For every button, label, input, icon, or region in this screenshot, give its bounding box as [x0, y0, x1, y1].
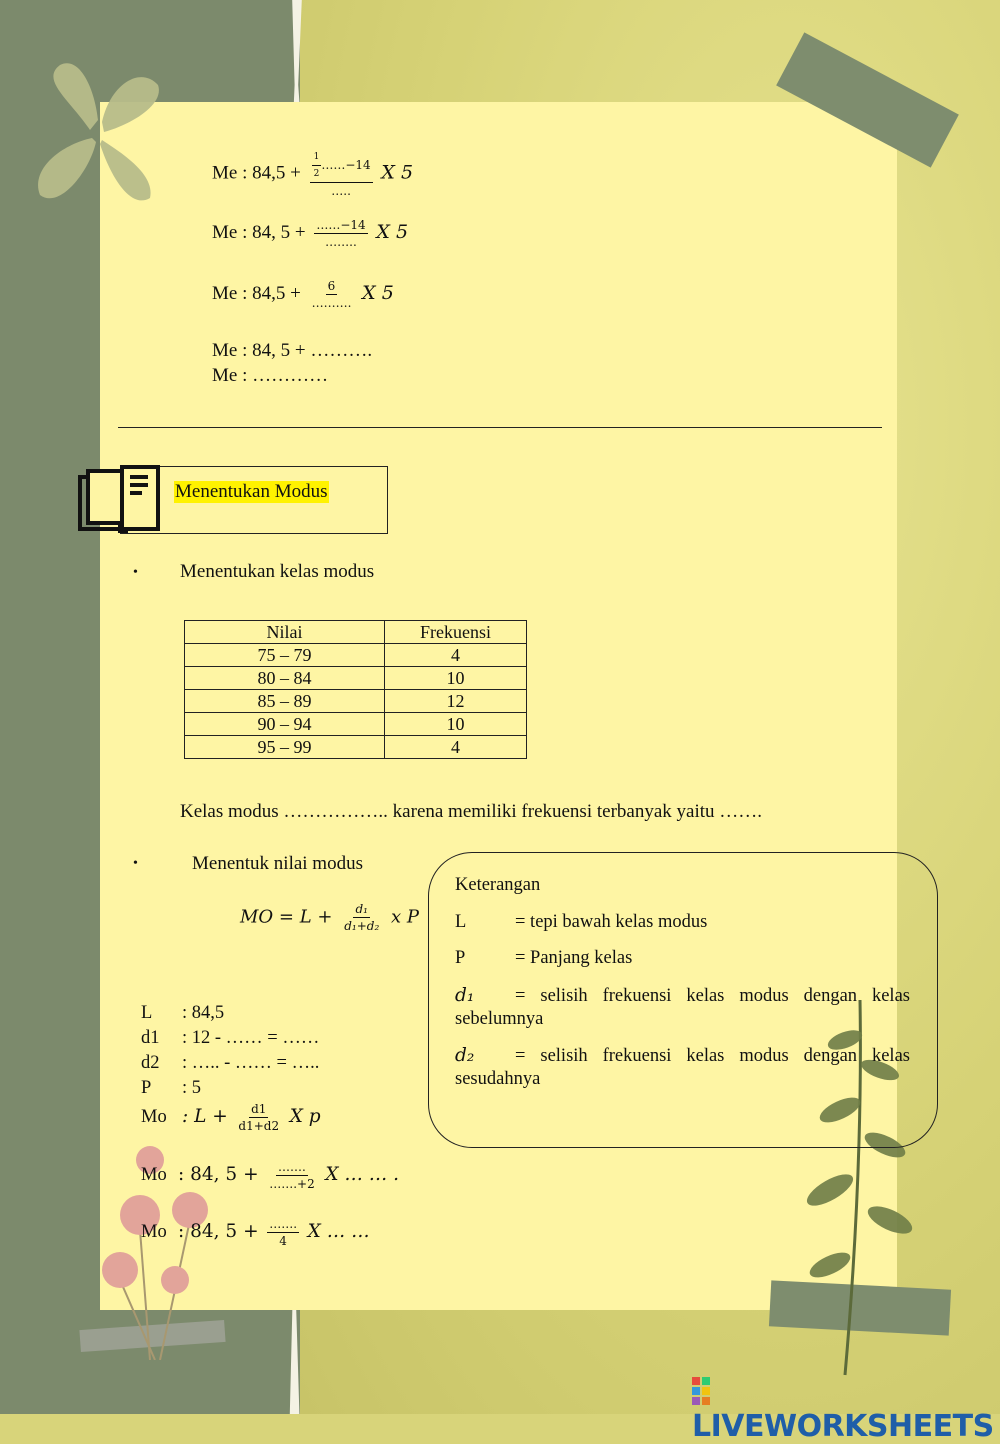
median-step-3-num: 6 [327, 279, 336, 293]
median-step-2 [212, 218, 408, 249]
value-d1-text[interactable]: : 12 - …… = …… [182, 1028, 320, 1048]
value-d2-label: d2 [141, 1053, 160, 1073]
table-cell-nilai: 90 – 94 [185, 713, 385, 736]
liveworksheets-logo-text: LIVEWORKSHEETS [692, 1409, 994, 1444]
table-cell-frekuensi: 4 [385, 736, 527, 759]
median-step-1-num: ……−14 [321, 158, 371, 172]
median-step-2-fraction [314, 218, 367, 249]
keterangan-title: Keterangan [455, 875, 541, 895]
mo-step-2-prefix: : 84, 5 + [178, 1163, 259, 1185]
table-row [185, 736, 527, 759]
section-title: Menentukan Modus [175, 481, 328, 502]
keterangan-P-desc: = Panjang kelas [515, 948, 633, 968]
modus-formula-fraction [342, 902, 381, 933]
value-P [141, 1078, 201, 1099]
median-step-3-fraction [310, 279, 354, 310]
modus-formula-lhs: MO = L + [240, 906, 333, 928]
mo-step-1-suffix: X p [289, 1105, 321, 1127]
table-cell-frekuensi: 10 [385, 667, 527, 690]
median-step-3-suffix: X 5 [362, 281, 394, 304]
table-row [185, 667, 527, 690]
kelas-modus-sentence[interactable]: Kelas modus …………….. karena memiliki frekuensi terbanyak yaitu ……. [180, 801, 763, 822]
value-d2 [141, 1053, 319, 1074]
mo-step-1-num: d1 [251, 1102, 267, 1116]
value-L-text: : 84,5 [182, 1003, 225, 1023]
mo-step-2 [141, 1160, 399, 1191]
table-cell-nilai: 75 – 79 [185, 644, 385, 667]
modus-formula-rhs: x P [391, 906, 419, 928]
table-header-nilai: Nilai [185, 621, 385, 644]
median-step-3-prefix: Me : 84,5 + [212, 282, 301, 304]
table-cell-frekuensi: 12 [385, 690, 527, 713]
mo-step-2-suffix[interactable]: X … … . [325, 1163, 400, 1185]
keterangan-L-desc: = tepi bawah kelas modus [515, 912, 708, 932]
mo-step-2-fraction[interactable] [267, 1160, 317, 1191]
mo-step-3-prefix: : 84, 5 + [178, 1220, 259, 1242]
value-L [141, 1003, 224, 1024]
keterangan-P-symbol: P [455, 948, 466, 968]
mo-step-1 [141, 1102, 321, 1133]
median-step-2-prefix: Me : 84, 5 + [212, 221, 306, 243]
modus-formula-den: d₁+d₂ [344, 919, 380, 933]
book-icon [78, 465, 168, 535]
mo-step-3-label: Mo [141, 1221, 167, 1242]
table-cell-nilai: 85 – 89 [185, 690, 385, 713]
median-step-3-den: ………. [311, 296, 352, 310]
table-cell-nilai: 95 – 99 [185, 736, 385, 759]
table-header-row [185, 621, 527, 644]
table-cell-nilai: 80 – 84 [185, 667, 385, 690]
median-step-4[interactable]: Me : 84, 5 + ………. [212, 340, 373, 361]
median-step-5[interactable]: Me : ………… [212, 365, 329, 386]
median-step-1-half-num: 1 [312, 150, 322, 166]
keterangan-d1-symbol: d₁ [455, 985, 475, 1006]
value-P-text: : 5 [182, 1078, 202, 1098]
mo-step-2-den: …….+2 [269, 1177, 315, 1191]
keterangan-d1-desc-text: = selisih frekuensi kelas modus dengan kelas sebelumnya [455, 986, 910, 1029]
mo-step-3 [141, 1217, 370, 1248]
value-d1 [141, 1028, 319, 1049]
bullet-2-text: Menentuk nilai modus [192, 853, 363, 874]
frequency-table [184, 620, 527, 759]
table-cell-frekuensi: 4 [385, 644, 527, 667]
table-header-frekuensi: Frekuensi [385, 621, 527, 644]
value-L-label: L [141, 1003, 153, 1023]
value-d1-label: d1 [141, 1028, 160, 1048]
table-cell-frekuensi: 10 [385, 713, 527, 736]
bullet-1-text: Menentukan kelas modus [180, 561, 375, 582]
mo-step-2-label: Mo [141, 1164, 167, 1185]
liveworksheets-logo [692, 1374, 1000, 1444]
bullet-2-marker: • [133, 856, 138, 871]
keterangan-d2-desc-text: = selisih frekuensi kelas modus dengan kelas sesudahnya [455, 1046, 910, 1089]
median-step-1-fraction [310, 150, 373, 198]
median-step-3 [212, 279, 394, 310]
mo-step-3-suffix[interactable]: X … … [307, 1220, 370, 1242]
median-step-1 [212, 150, 413, 198]
median-step-2-suffix: X 5 [376, 220, 409, 243]
section-divider [118, 427, 882, 428]
table-row [185, 713, 527, 736]
mo-step-3-fraction[interactable] [267, 1217, 299, 1248]
mo-step-1-den: d1+d2 [238, 1119, 280, 1133]
mo-step-1-label: Mo [141, 1106, 167, 1127]
mo-step-1-prefix: : L + [182, 1105, 228, 1127]
modus-formula [240, 902, 419, 933]
median-step-1-suffix: X 5 [381, 161, 414, 184]
butterfly-icon [30, 60, 165, 205]
keterangan-d1-desc [455, 985, 910, 1031]
median-step-1-prefix: Me : 84,5 + [212, 162, 301, 184]
value-d2-text[interactable]: : ….. - …… = ….. [182, 1053, 320, 1073]
median-step-2-num: ……−14 [316, 218, 366, 232]
value-P-label: P [141, 1078, 152, 1098]
table-row [185, 644, 527, 667]
keterangan-L-symbol: L [455, 912, 467, 932]
keterangan-d2-desc [455, 1045, 910, 1091]
mo-step-3-num: ……. [269, 1217, 298, 1231]
bullet-1-marker: • [133, 565, 138, 580]
median-step-1-half-den: 2 [313, 169, 320, 179]
median-step-1-den: ….. [331, 184, 351, 198]
liveworksheets-logo-icon [692, 1377, 710, 1405]
median-step-2-den: …….. [325, 235, 357, 249]
mo-step-3-den: 4 [279, 1234, 287, 1248]
mo-step-2-num: ……. [278, 1160, 306, 1174]
table-row [185, 690, 527, 713]
mo-step-1-fraction [236, 1102, 281, 1133]
modus-formula-num: d₁ [355, 902, 368, 916]
keterangan-d2-symbol: d₂ [455, 1045, 475, 1066]
